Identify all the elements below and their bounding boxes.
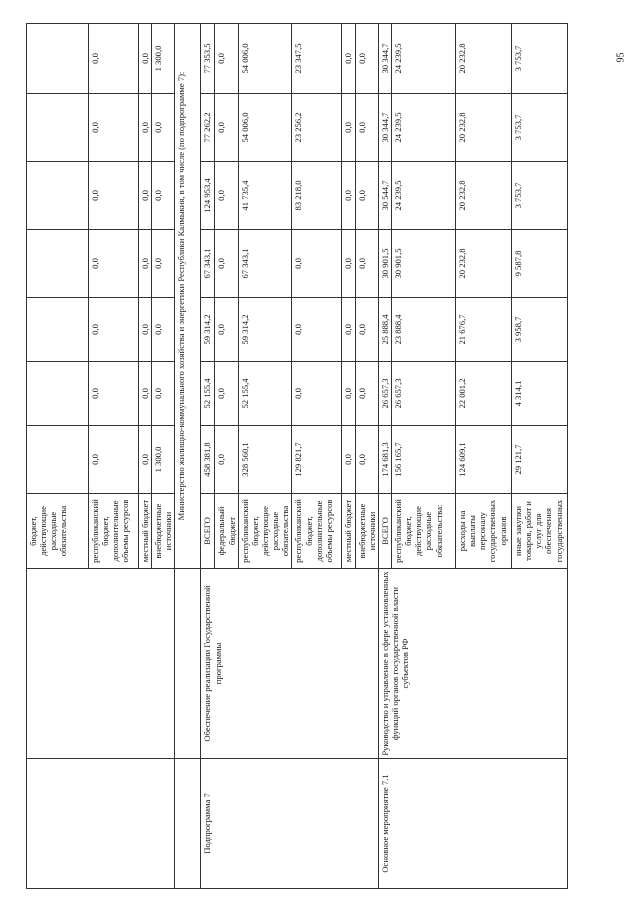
header-empty-cell [175, 569, 201, 759]
amount-cell: 24 239,5 [391, 162, 455, 230]
funding-source-cell: ВСЕГО [201, 494, 215, 569]
amount-cell: 0,0 [139, 362, 152, 426]
amount-cell: 3 958,7 [511, 298, 567, 362]
amount-cell: 0,0 [152, 362, 175, 426]
amount-cell: 0,0 [342, 362, 355, 426]
amount-cell: 124 609,1 [455, 426, 511, 494]
amount-cell: 77 353,5 [201, 24, 215, 94]
rotated-budget-table-wrapper [26, 24, 586, 889]
activity-code: Основное мероприятие 7.1 [378, 759, 567, 889]
amount-cell: 30 344,7 [378, 94, 391, 162]
amount-cell: 1 300,0 [152, 24, 175, 94]
budget-table [26, 23, 568, 889]
amount-cell: 29 121,7 [511, 426, 567, 494]
amount-cell: 0,0 [292, 230, 342, 298]
amount-cell: 3 753,7 [511, 162, 567, 230]
amount-cell: 30 901,5 [378, 230, 391, 298]
amount-cell: 0,0 [215, 94, 238, 162]
amount-cell: 0,0 [342, 162, 355, 230]
amount-cell [27, 24, 89, 94]
amount-cell: 174 681,3 [378, 426, 391, 494]
amount-cell: 0,0 [292, 298, 342, 362]
amount-cell: 0,0 [355, 24, 378, 94]
amount-cell: 156 165,7 [391, 426, 455, 494]
subprogram-title: Обеспечение реализации Государственной программы [201, 569, 378, 759]
amount-cell: 0,0 [355, 426, 378, 494]
amount-cell: 52 155,4 [201, 362, 215, 426]
amount-cell: 0,0 [355, 362, 378, 426]
table-row [201, 24, 215, 889]
amount-cell: 26 657,3 [391, 362, 455, 426]
amount-cell: 24 239,5 [391, 94, 455, 162]
amount-cell: 0,0 [139, 426, 152, 494]
amount-cell: 0,0 [342, 426, 355, 494]
amount-cell [27, 94, 89, 162]
amount-cell: 0,0 [89, 230, 139, 298]
amount-cell: 23 888,4 [391, 298, 455, 362]
amount-cell: 54 006,0 [238, 94, 292, 162]
table-row [27, 24, 89, 889]
amount-cell: 0,0 [215, 426, 238, 494]
empty-name-cell [27, 569, 175, 759]
amount-cell: 0,0 [139, 230, 152, 298]
amount-cell: 0,0 [215, 362, 238, 426]
amount-cell: 458 381,8 [201, 426, 215, 494]
amount-cell [27, 362, 89, 426]
amount-cell: 41 735,4 [238, 162, 292, 230]
amount-cell: 67 343,1 [238, 230, 292, 298]
amount-cell: 83 218,0 [292, 162, 342, 230]
amount-cell: 0,0 [139, 94, 152, 162]
amount-cell: 24 239,5 [391, 24, 455, 94]
amount-cell: 0,0 [355, 94, 378, 162]
funding-source-cell: республиканский бюджет, дополнительные объемы ресурсов [292, 494, 342, 569]
amount-cell: 0,0 [215, 298, 238, 362]
funding-source-cell: местный бюджет [342, 494, 355, 569]
section-header: Министерство жилищно-коммунального хозяйства и энергетики Республики Калмыкия, в том числе (по подпрограмме 7): [175, 24, 201, 569]
funding-source-cell: расходы на выплаты персоналу государственных органов [455, 494, 511, 569]
amount-cell: 30 544,7 [378, 162, 391, 230]
amount-cell: 0,0 [215, 24, 238, 94]
amount-cell: 0,0 [342, 298, 355, 362]
amount-cell: 4 314,1 [511, 362, 567, 426]
amount-cell: 0,0 [342, 94, 355, 162]
amount-cell: 0,0 [355, 162, 378, 230]
amount-cell: 0,0 [342, 230, 355, 298]
amount-cell [27, 426, 89, 494]
amount-cell: 124 953,4 [201, 162, 215, 230]
amount-cell: 77 262,2 [201, 94, 215, 162]
amount-cell: 0,0 [139, 298, 152, 362]
amount-cell: 59 314,2 [201, 298, 215, 362]
amount-cell: 0,0 [152, 298, 175, 362]
table-row [378, 24, 391, 889]
amount-cell: 20 232,8 [455, 230, 511, 298]
amount-cell [27, 230, 89, 298]
amount-cell: 0,0 [89, 362, 139, 426]
funding-source-cell: бюджет, действующие расходные обязательства [27, 494, 89, 569]
amount-cell: 1 300,0 [152, 426, 175, 494]
amount-cell: 0,0 [355, 230, 378, 298]
amount-cell: 54 006,0 [238, 24, 292, 94]
activity-title: Руководство и управление в сфере установленных функций органов государственной власти субъектов РФ [378, 569, 567, 759]
amount-cell: 30 901,5 [391, 230, 455, 298]
funding-source-cell: республиканский бюджет, дополнительные объемы ресурсов [89, 494, 139, 569]
funding-source-cell: внебюджетные источники [355, 494, 378, 569]
section-header-row [175, 24, 201, 889]
amount-cell: 59 314,2 [238, 298, 292, 362]
amount-cell [27, 162, 89, 230]
amount-cell: 0,0 [139, 24, 152, 94]
amount-cell: 0,0 [89, 162, 139, 230]
amount-cell: 0,0 [89, 94, 139, 162]
amount-cell: 25 888,4 [378, 298, 391, 362]
funding-source-cell: местный бюджет [139, 494, 152, 569]
amount-cell: 0,0 [89, 426, 139, 494]
amount-cell: 67 343,1 [201, 230, 215, 298]
amount-cell: 20 232,8 [455, 162, 511, 230]
amount-cell: 22 001,2 [455, 362, 511, 426]
amount-cell: 328 560,1 [238, 426, 292, 494]
amount-cell [27, 298, 89, 362]
funding-source-cell: внебюджетные источники [152, 494, 175, 569]
amount-cell: 0,0 [152, 162, 175, 230]
header-empty-cell [175, 759, 201, 889]
amount-cell: 20 232,8 [455, 94, 511, 162]
funding-source-cell: республиканский бюджет, действующие расходные обязательства [238, 494, 292, 569]
empty-code-cell [27, 759, 175, 889]
amount-cell: 0,0 [139, 162, 152, 230]
amount-cell: 9 587,8 [511, 230, 567, 298]
amount-cell: 0,0 [89, 298, 139, 362]
amount-cell: 0,0 [89, 24, 139, 94]
amount-cell: 0,0 [355, 298, 378, 362]
amount-cell: 20 232,8 [455, 24, 511, 94]
funding-source-cell: федеральный бюджет [215, 494, 238, 569]
funding-source-cell: ВСЕГО [378, 494, 391, 569]
amount-cell: 0,0 [152, 94, 175, 162]
amount-cell: 3 753,7 [511, 94, 567, 162]
amount-cell: 52 155,4 [238, 362, 292, 426]
amount-cell: 21 676,7 [455, 298, 511, 362]
amount-cell: 26 657,3 [378, 362, 391, 426]
amount-cell: 0,0 [215, 162, 238, 230]
funding-source-cell: республиканский бюджет, действующие расходные обязательства: [391, 494, 455, 569]
amount-cell: 129 821,7 [292, 426, 342, 494]
amount-cell: 3 753,7 [511, 24, 567, 94]
page-number: 95 [615, 52, 627, 63]
amount-cell: 30 344,7 [378, 24, 391, 94]
amount-cell: 0,0 [292, 362, 342, 426]
subprogram-code: Подпрограмма 7 [201, 759, 378, 889]
amount-cell: 23 347,5 [292, 24, 342, 94]
amount-cell: 0,0 [342, 24, 355, 94]
amount-cell: 23 256,2 [292, 94, 342, 162]
amount-cell: 0,0 [215, 230, 238, 298]
funding-source-cell: иные закупки товаров, работ и услуг для обеспечения государственных [511, 494, 567, 569]
amount-cell: 0,0 [152, 230, 175, 298]
